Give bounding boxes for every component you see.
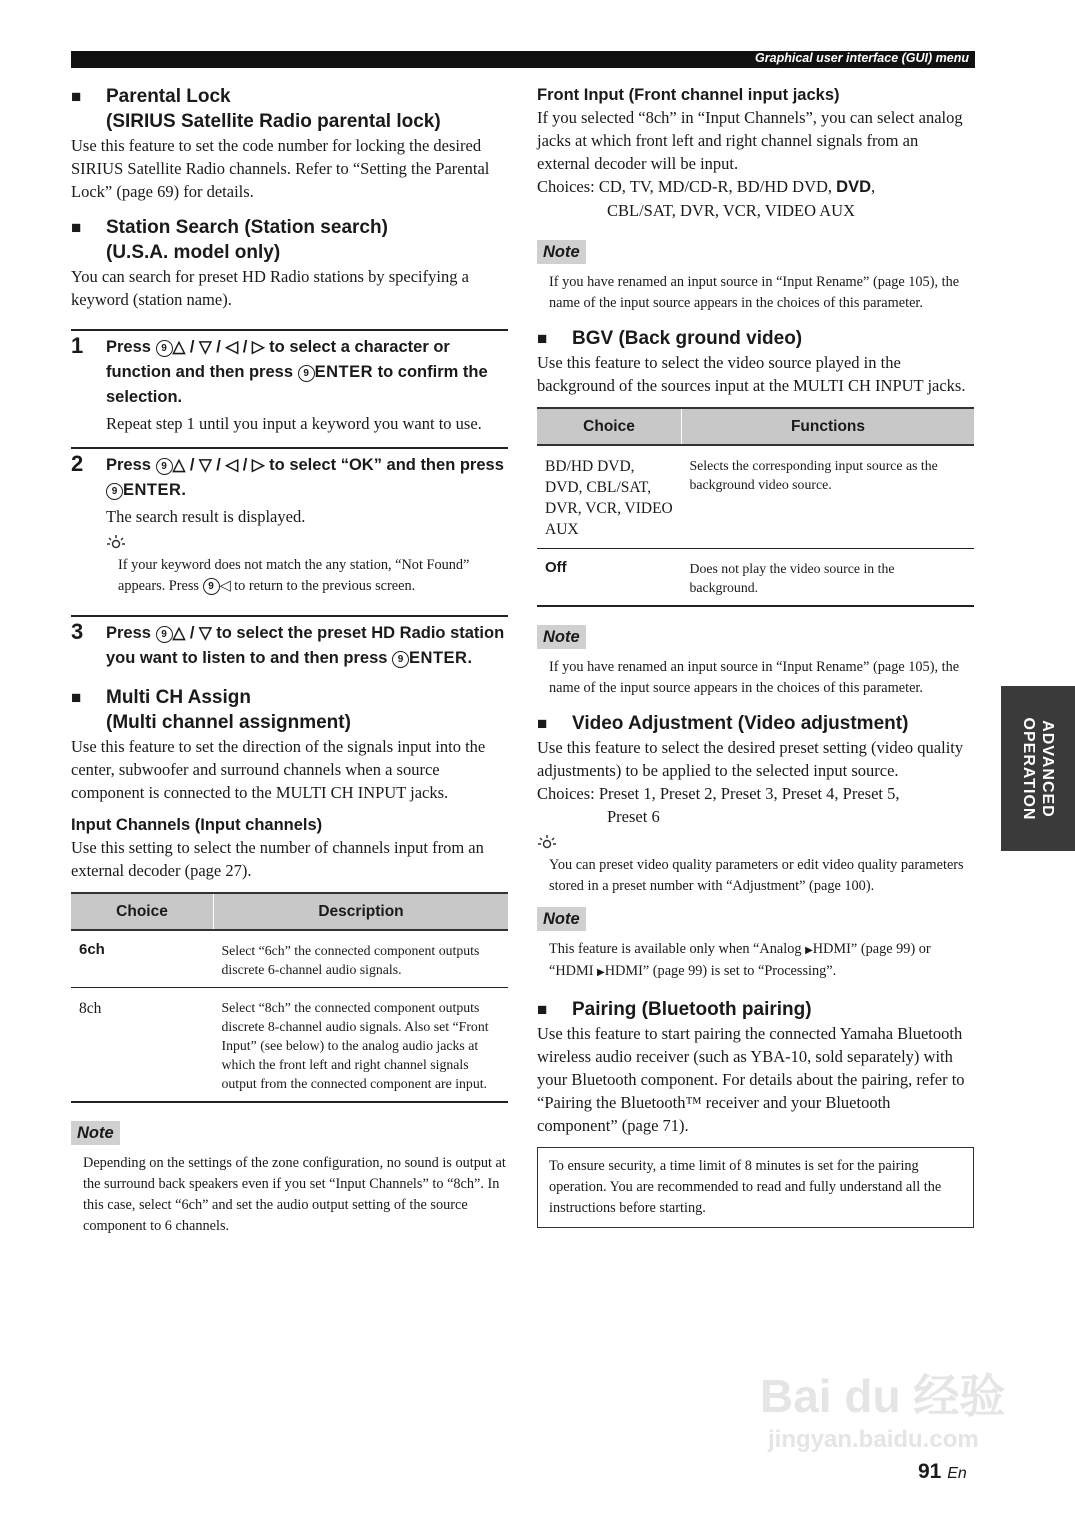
square-bullet-icon: ■ xyxy=(71,688,82,707)
key-9-icon: 9 xyxy=(106,483,123,500)
pairing-body: Use this feature to start pairing the connected Yamaha Bluetooth wireless audio receiver (such as YBA-10, sold separately) with your Bluetooth component. For details about the pairing, refer to “Pairing the Bluetooth™ receiver and your Bluetooth component” (page 71). xyxy=(537,1024,965,1135)
step-number: 2 xyxy=(71,451,84,476)
key-9-icon: 9 xyxy=(203,578,220,595)
front-input-choices: Choices: CD, TV, MD/CD-R, BD/HD DVD, DVD, CBL/SAT, DVR, VCR, VIDEO AUX xyxy=(537,177,876,220)
input-channels-heading: Input Channels (Input channels) xyxy=(71,816,323,834)
left-column xyxy=(71,84,508,1237)
input-channels-table xyxy=(71,892,508,1103)
key-9-icon: 9 xyxy=(156,340,173,357)
video-adjustment-body: Use this feature to select the desired preset setting (video quality adjustments) to be applied to the selected input source. xyxy=(537,738,964,780)
note-text: Depending on the settings of the zone configuration, no sound is output at the surround back speakers even if you set “Input Channels” to “8ch”. In this case, select “6ch” and set the audio output setting of the source component to 6 channels. xyxy=(83,1155,506,1234)
step-detail: The search result is displayed. xyxy=(106,507,306,526)
note-label: Note xyxy=(537,240,974,264)
note-text: This feature is available only when “Analog ▶HDMI” (page 99) or “HDMI ▶HDMI” (page 99) is set to “Processing”. xyxy=(549,941,931,979)
tip-text: You can preset video quality parameters or edit video quality parameters stored in a preset number with “Adjustment” (page 100). xyxy=(549,857,964,894)
table-row: BD/HD DVD, DVD, CBL/SAT, DVR, VCR, VIDEO AUX Selects the corresponding input source as the background video source. xyxy=(537,445,974,549)
step-3 xyxy=(71,615,508,671)
step-1 xyxy=(71,329,508,435)
bgv-body: Use this feature to select the video source played in the background of the sources input at the MULTI CH INPUT jacks. xyxy=(537,353,966,395)
station-search-body: You can search for preset HD Radio stations by specifying a keyword (station name). xyxy=(71,267,469,309)
key-9-icon: 9 xyxy=(298,365,315,382)
key-9-icon: 9 xyxy=(392,651,409,668)
square-bullet-icon: ■ xyxy=(537,1000,548,1019)
header-title: Graphical user interface (GUI) menu xyxy=(755,51,969,65)
watermark-url: jingyan.baidu.com xyxy=(768,1426,979,1453)
table-header: Choice xyxy=(71,893,214,930)
table-row: Off Does not play the video source in the background. xyxy=(537,549,974,607)
page-number: 91 En xyxy=(918,1460,967,1483)
right-column xyxy=(537,84,974,1228)
tip-text: If your keyword does not match the any station, “Not Found” appears. Press 9 ◁ to return to the previous screen. xyxy=(118,557,470,594)
tip-lightbulb-icon xyxy=(537,834,974,855)
key-9-icon: 9 xyxy=(156,626,173,643)
step-number: 3 xyxy=(71,619,84,644)
step-instruction: Press 9 △ / ▽ / ◁ / ▷ to select “OK” and then press 9 ENTER. xyxy=(106,456,504,499)
front-input-heading: Front Input (Front channel input jacks) xyxy=(537,86,840,104)
parental-lock-body: Use this feature to set the code number for locking the desired SIRIUS Satellite Radio channels. Refer to “Setting the Parental Lock” (page 69) for details. xyxy=(71,136,490,201)
table-header: Functions xyxy=(682,408,975,445)
step-detail: Repeat step 1 until you input a keyword you want to use. xyxy=(106,414,482,433)
pairing-heading: ■ Pairing (Bluetooth pairing) xyxy=(537,999,812,1020)
note-text: If you have renamed an input source in “Input Rename” (page 105), the name of the input source appears in the choices of this parameter. xyxy=(549,274,960,311)
step-instruction: Press 9 △ / ▽ to select the preset HD Radio station you want to listen to and then press 9 ENTER. xyxy=(106,624,505,667)
tip-lightbulb-icon xyxy=(106,534,508,555)
square-bullet-icon: ■ xyxy=(537,329,548,348)
watermark-logo: Bai du 经验 xyxy=(760,1370,1006,1422)
arrow-right-icon: ▶ xyxy=(805,945,813,956)
video-adjustment-choices: Choices: Preset 1, Preset 2, Preset 3, Preset 4, Preset 5, Preset 6 xyxy=(537,784,900,826)
header-bar xyxy=(71,51,975,68)
multi-ch-heading: ■ Multi CH Assign (Multi channel assignment) xyxy=(71,687,351,733)
table-row: 6ch Select “6ch” the connected component outputs discrete 6-channel audio signals. xyxy=(71,930,508,988)
front-input-body: If you selected “8ch” in “Input Channels”, you can select analog jacks at which front left and right channel signals from an external decoder will be input. xyxy=(537,108,963,173)
parental-lock-heading: ■ Parental Lock (SIRIUS Satellite Radio parental lock) xyxy=(71,86,441,132)
square-bullet-icon: ■ xyxy=(71,218,82,237)
video-adjustment-heading: ■ Video Adjustment (Video adjustment) xyxy=(537,713,909,734)
step-2 xyxy=(71,447,508,597)
table-header: Choice xyxy=(537,408,682,445)
square-bullet-icon: ■ xyxy=(537,714,548,733)
station-search-heading: ■ Station Search (Station search) (U.S.A. model only) xyxy=(71,217,388,263)
note-label: Note xyxy=(537,625,974,649)
key-9-icon: 9 xyxy=(156,458,173,475)
note-label: Note xyxy=(71,1121,508,1145)
section-side-tab: ADVANCED OPERATION xyxy=(1001,686,1075,851)
square-bullet-icon: ■ xyxy=(71,87,82,106)
note-label: Note xyxy=(537,907,974,931)
arrow-right-icon: ▶ xyxy=(597,967,605,978)
multi-ch-body: Use this feature to set the direction of the signals input into the center, subwoofer and surround channels when a source component is connected to the MULTI CH INPUT jacks. xyxy=(71,737,486,802)
table-header: Description xyxy=(214,893,509,930)
security-notice-box: To ensure security, a time limit of 8 minutes is set for the pairing operation. You are recommended to read and fully understand all the instructions before starting. xyxy=(537,1147,974,1228)
note-text: If you have renamed an input source in “Input Rename” (page 105), the name of the input source appears in the choices of this parameter. xyxy=(549,659,960,696)
step-instruction: Press 9 △ / ▽ / ◁ / ▷ to select a character or function and then press 9 ENTER to confirm the selection. xyxy=(106,338,488,406)
bgv-heading: ■ BGV (Back ground video) xyxy=(537,328,803,349)
bgv-table xyxy=(537,407,974,607)
table-row: 8ch Select “8ch” the connected component outputs discrete 8-channel audio signals. Also set “Front Input” (see below) to the analog audio jacks at which the front left and right channel signals output from the connected component are input. xyxy=(71,988,508,1103)
step-number: 1 xyxy=(71,333,84,358)
input-channels-body: Use this setting to select the number of channels input from an external decoder (page 27). xyxy=(71,838,484,880)
